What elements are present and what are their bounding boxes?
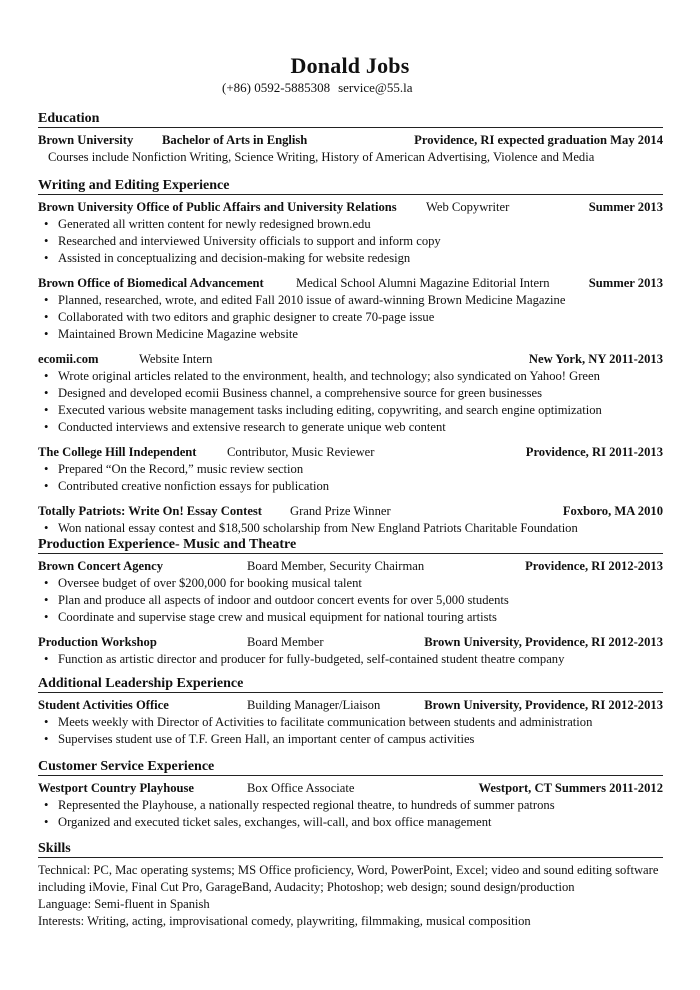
bullet-item: • Coordinate and supervise stage crew and musical equipment for national touring artists xyxy=(44,610,497,624)
entry-header xyxy=(38,697,663,714)
entry-org: Westport Country Playhouse xyxy=(38,781,195,795)
section-divider xyxy=(38,553,663,554)
bullet-item: • Designed and developed ecomii Business channel, a comprehensive source for green businesses xyxy=(44,386,543,400)
entry-role: Board Member, Security Chairman xyxy=(247,559,425,573)
entry-org: Brown University Office of Public Affairs and University Relations xyxy=(38,200,397,214)
entry-date: New York, NY 2011-2013 xyxy=(528,352,663,366)
writing-section xyxy=(38,177,663,537)
entry-header xyxy=(38,444,663,461)
entry-header xyxy=(38,634,663,651)
bullet-item: • Planned, researched, wrote, and edited Fall 2010 issue of award-winning Brown Medicine Magazine xyxy=(44,293,566,307)
section-divider xyxy=(38,775,663,776)
bullet-item: • Conducted interviews and extensive research to generate unique web content xyxy=(44,420,446,434)
section-title-customer: Customer Service Experience xyxy=(38,759,215,774)
resume-name: Donald Jobs xyxy=(290,53,410,78)
entry-role: Web Copywriter xyxy=(426,200,510,214)
entry-bullets xyxy=(38,714,663,748)
education-row xyxy=(38,132,663,149)
section-divider xyxy=(38,194,663,195)
bullet-item: • Plan and produce all aspects of indoor and outdoor concert events for over 5,000 students xyxy=(44,593,509,607)
section-title-writing: Writing and Editing Experience xyxy=(38,178,230,193)
entry-date: Brown University, Providence, RI 2012-2013 xyxy=(424,698,663,712)
entry-org: The College Hill Independent xyxy=(38,445,197,459)
education-section xyxy=(38,110,663,166)
entry-bullets xyxy=(38,797,663,831)
section-title-education: Education xyxy=(38,111,100,126)
school-name: Brown University xyxy=(38,133,134,147)
bullet-item: • Supervises student use of T.F. Green Hall, an important center of campus activities xyxy=(44,732,475,746)
entry-date: Summer 2013 xyxy=(588,276,663,290)
section-divider xyxy=(38,857,663,858)
entry-date: Foxboro, MA 2010 xyxy=(562,504,663,518)
entry-date: Providence, RI 2011-2013 xyxy=(525,445,663,459)
bullet-item: • Won national essay contest and $18,500 scholarship from New England Patriots Charitable Foundation xyxy=(44,521,578,535)
bullet-item: • Oversee budget of over $200,000 for booking musical talent xyxy=(44,576,362,590)
entry-bullets xyxy=(38,520,663,537)
entry-role: Contributor, Music Reviewer xyxy=(227,445,375,459)
bullet-item: • Meets weekly with Director of Activities to facilitate communication between students and administration xyxy=(44,715,593,729)
email-address: service@55.la xyxy=(338,80,413,95)
entry-org: Brown Concert Agency xyxy=(38,559,163,573)
phone-number: (+86) 0592-5885308 xyxy=(222,80,331,95)
entry-role: Website Intern xyxy=(139,352,213,366)
entry-role: Medical School Alumni Magazine Editorial Intern xyxy=(296,276,550,290)
entry-header xyxy=(38,199,663,216)
entry-bullets xyxy=(38,368,663,436)
bullet-item: • Represented the Playhouse, a nationally respected regional theatre, to hundreds of summer patrons xyxy=(44,798,555,812)
courses-line: Courses include Nonfiction Writing, Science Writing, History of American Advertising, Violence and Media xyxy=(48,150,595,164)
entry-role: Box Office Associate xyxy=(247,781,355,795)
entry-role: Building Manager/Liaison xyxy=(247,698,381,712)
section-title-leadership: Additional Leadership Experience xyxy=(38,676,244,691)
bullet-item: • Wrote original articles related to the environment, health, and technology; also syndicated on Yahoo! Green xyxy=(44,369,600,383)
bullet-item: • Executed various website management tasks including editing, copywriting, and search engine optimization xyxy=(44,403,602,417)
production-section xyxy=(38,536,663,668)
entry-date: Providence, RI 2012-2013 xyxy=(525,559,663,573)
bullet-item: • Contributed creative nonfiction essays for publication xyxy=(44,479,330,493)
entry-org: Brown Office of Biomedical Advancement xyxy=(38,276,264,290)
entry-org: Totally Patriots: Write On! Essay Contest xyxy=(38,504,262,518)
bullet-item: • Assisted in conceptualizing and decision-making for website redesign xyxy=(44,251,411,265)
bullet-item: • Researched and interviewed University officials to support and inform copy xyxy=(44,234,441,248)
skills-language: Language: Semi-fluent in Spanish xyxy=(38,897,210,911)
entry-bullets xyxy=(38,575,663,626)
entry-header xyxy=(38,275,663,292)
section-title-production: Production Experience- Music and Theatre xyxy=(38,537,297,552)
entry-header xyxy=(38,351,663,368)
skills-section xyxy=(38,840,663,930)
skills-technical-cont: including iMovie, Final Cut Pro, GarageBand, Audacity; Photoshop; web design; sound design/production xyxy=(38,880,575,894)
entry-bullets xyxy=(38,461,663,495)
bullet-item: • Function as artistic director and producer for fully-budgeted, self-contained student theatre company xyxy=(44,652,565,666)
entry-header xyxy=(38,558,663,575)
customer-section xyxy=(38,758,663,831)
section-title-skills: Skills xyxy=(38,841,71,856)
entry-date: Brown University, Providence, RI 2012-2013 xyxy=(424,635,663,649)
bullet-item: • Maintained Brown Medicine Magazine website xyxy=(44,327,298,341)
entry-bullets xyxy=(38,216,663,267)
education-location-date: Providence, RI expected graduation May 2014 xyxy=(414,133,663,147)
entry-bullets xyxy=(38,292,663,343)
skills-technical: Technical: PC, Mac operating systems; MS Office proficiency, Word, PowerPoint, Excel; video and sound editing software xyxy=(38,863,659,877)
entry-org: Production Workshop xyxy=(38,635,157,649)
bullet-item: • Prepared “On the Record,” music review section xyxy=(44,462,304,476)
entry-bullets xyxy=(38,651,663,668)
skills-interests: Interests: Writing, acting, improvisational comedy, playwriting, filmmaking, musical composition xyxy=(38,914,531,928)
entry-header xyxy=(38,780,663,797)
contact-line xyxy=(222,80,413,96)
entry-date: Westport, CT Summers 2011-2012 xyxy=(478,781,663,795)
section-divider xyxy=(38,127,663,128)
leadership-section xyxy=(38,675,663,748)
entry-date: Summer 2013 xyxy=(588,200,663,214)
entry-org: ecomii.com xyxy=(38,352,99,366)
entry-role: Grand Prize Winner xyxy=(290,504,391,518)
entry-role: Board Member xyxy=(247,635,324,649)
bullet-item: • Generated all written content for newly redesigned brown.edu xyxy=(44,217,371,231)
section-divider xyxy=(38,692,663,693)
bullet-item: • Collaborated with two editors and graphic designer to create 70-page issue xyxy=(44,310,435,324)
degree: Bachelor of Arts in English xyxy=(162,133,308,147)
entry-org: Student Activities Office xyxy=(38,698,169,712)
bullet-item: • Organized and executed ticket sales, exchanges, will-call, and box office management xyxy=(44,815,492,829)
entry-header xyxy=(38,503,663,520)
